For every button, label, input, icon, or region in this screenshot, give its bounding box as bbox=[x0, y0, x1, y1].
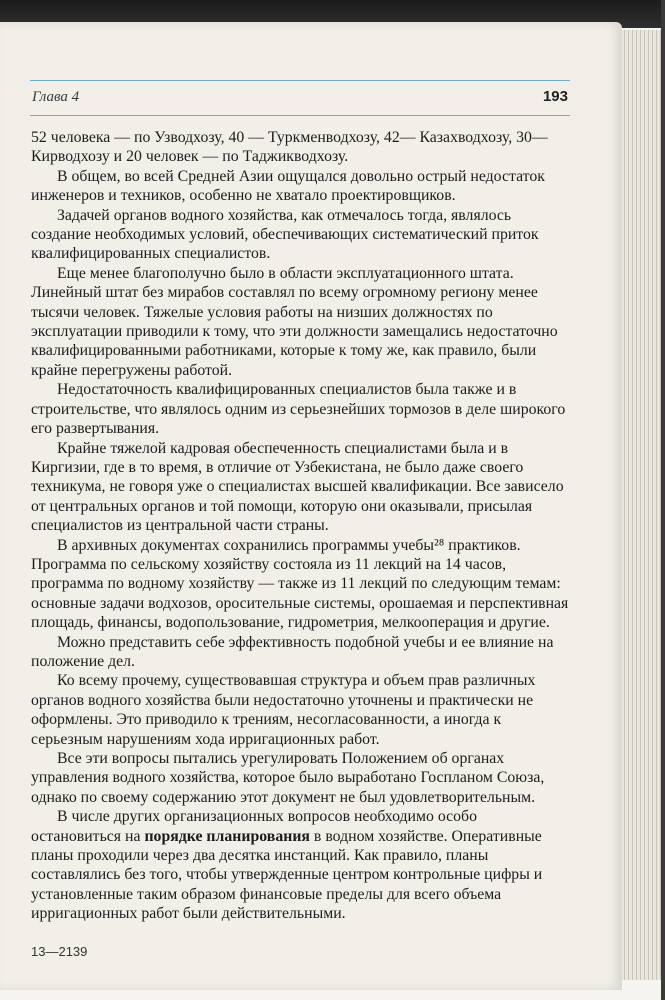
paragraph bbox=[31, 633, 570, 672]
paragraph-text: Можно представить себе эффективность подобной учебы и ее влияние на положение дел. bbox=[31, 633, 554, 670]
book-page-edges bbox=[620, 30, 661, 980]
paragraph-text: Все эти вопросы пытались урегулировать Положением об органах управления водного хозяйства, которое было выработано Госпланом Союза, однако по своему содержанию этот документ не был удовлетворительным. bbox=[31, 750, 545, 806]
paragraph bbox=[31, 167, 570, 206]
paragraph-text: Ко всему прочему, существовавшая структура и объем прав различных органов водного хозяйства были недостаточно уточнены и практически не оформлены. Это приводило к трениям, несогласованности, а иногда к серьезным нарушениям хода ирригационных работ. bbox=[31, 672, 536, 748]
paragraph bbox=[31, 380, 570, 438]
paragraph bbox=[31, 206, 570, 264]
running-header bbox=[30, 80, 570, 116]
chapter-title: Глава 4 bbox=[32, 89, 80, 105]
paragraph-text: Крайне тяжелой кадровая обеспеченность специалистами была и в Киргизии, где в то время, в отличие от Узбекистана, не было даже своего техникума, не говоря уже о специалистах высшей квалификации. Все зависело от центральных органов и той помощи, которую они оказывали, присылая специалистов из центральной части страны. bbox=[31, 439, 564, 535]
paragraph-text: Недостаточность квалифицированных специалистов была также и в строительстве, что являлось одним из серьезнейших тормозов в деле широкого его развертывания. bbox=[31, 381, 566, 438]
paragraph bbox=[31, 264, 570, 380]
paragraph-text-end: в водном хозяйстве. Оперативные планы проходили через два десятка инстанций. Как правило, планы составлялись без того, чтобы утвержденные центром контрольные цифры и установленные таким образом финансовые пределы для всего объема ирригационных работ были действительными. bbox=[31, 827, 543, 923]
paragraph bbox=[31, 128, 570, 167]
paragraph-text: Еще менее благополучно было в области эксплуатационного штата. Линейный штат без мирабов составлял по всему огромному региону менее тысячи человек. Тяжелые условия работы на низших должностях по эксплуатации приводили к тому, что эти должности замещались недостаточно квалифицированными работниками, которые к тому же, как правило, были крайне перегружены работой. bbox=[31, 264, 558, 379]
paragraph bbox=[31, 671, 570, 749]
paragraph-text: Задачей органов водного хозяйства, как отмечалось тогда, являлось создание необходимых условий, обеспечивающих систематический приток квалифицированных специалистов. bbox=[31, 206, 539, 263]
paragraph bbox=[31, 439, 570, 536]
paragraph-text-start: В числе других организационных вопросов необходимо особо остановиться на bbox=[31, 808, 477, 845]
page-number: 193 bbox=[542, 88, 568, 105]
emphasis-term: порядке планирования bbox=[144, 827, 310, 845]
paragraph bbox=[31, 749, 570, 807]
paragraph-planning bbox=[31, 807, 570, 923]
paragraph-text: В архивных документах сохранились программы учебы²⁸ практиков. Программа по сельскому хозяйству состояла из 11 лекций на 14 часов, программа по водному хозяйству — также из 11 лекций по следующим темам: основные задачи водхозов, оросительные системы, орошаемая и перспективная площадь, финансы, водопользование, гидрометрия, мелкооперация и другие. bbox=[31, 536, 569, 632]
scan-right-border bbox=[661, 0, 665, 1000]
paragraph bbox=[31, 536, 570, 633]
paragraph-text: В общем, во всей Средней Азии ощущался довольно острый недостаток инженеров и техников, особенно не хватало проектировщиков. bbox=[31, 167, 545, 205]
paragraph-text: 52 человека — по Узводхозу, 40 — Туркменводхозу, 42— Казахводхозу, 30— Кирводхозу и 20 человек — по Таджикводхозу. bbox=[31, 129, 548, 166]
signature-mark: 13—2139 bbox=[31, 944, 88, 959]
body-text bbox=[31, 128, 570, 924]
